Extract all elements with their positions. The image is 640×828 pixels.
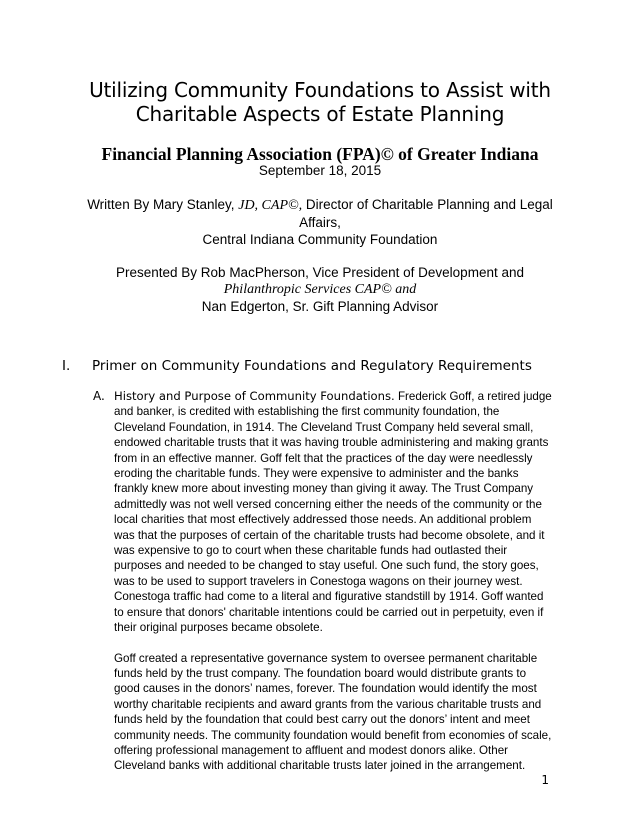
document-title [0, 78, 640, 126]
presentation-date: September 18, 2015 [258, 163, 382, 178]
subsection-paragraph-2: Goff created a representative governance system to oversee permanent charitable funds held by the trust company. The foundation board would distribute grants to good causes in the donors’ names, forever. The foundation would identify the most worthy charitable recipients and award grants from the various charitable trusts and funds held by the foundation that could best carry out the donors’ intent and meet community needs. The community foundation would benefit from economies of scale, offering professional management to affluent and modest donors alike. Other Cleveland banks with additional charitable trusts later joined in the arrangement. [114, 651, 552, 773]
page-number: 1 [541, 773, 549, 787]
presented-by-line-2: Philanthropic Services CAP© and [223, 282, 417, 297]
written-by-prefix: Written By Mary Stanley, [87, 197, 239, 212]
presented-by-block [80, 264, 560, 315]
subsection-a [93, 389, 553, 789]
section-number: I. [62, 358, 71, 374]
subsection-lead: History and Purpose of Community Foundations. [114, 389, 395, 403]
subsection-letter: A. [93, 389, 105, 403]
presented-by-line-3: Nan Edgerton, Sr. Gift Planning Advisor [201, 299, 439, 314]
written-by-org: Central Indiana Community Foundation [202, 232, 438, 247]
written-by-role: Director of Charitable Planning and Legal Affairs, [299, 197, 553, 230]
organization-heading: Financial Planning Association (FPA)© of Greater Indiana [101, 144, 539, 164]
section-heading [62, 357, 582, 375]
section-title: Primer on Community Foundations and Regulatory Requirements [92, 358, 532, 374]
title-line-2: Charitable Aspects of Estate Planning [135, 102, 505, 126]
paragraph-1-body: Frederick Goff, a retired judge and banker, is credited with establishing the first community foundation, the Cleveland Foundation, in 1914. The Cleveland Trust Company held several small, endowed charitable trusts that it was having trouble administering and making grants from in an effective manner. Goff felt that the practices of the day were needlessly eroding the charitable funds. They were expensive to administer and the banks frankly knew more about investing money than giving it away. The Trust Company admittedly was not well versed concerning either the needs of the community or the local charities that most effectively addressed those needs. An additional problem was that the purposes of certain of the charitable trusts had become obsolete, and it was expensive to go to court when these charitable funds had outlasted their purposes and needed to be changed to stay useful. One such fund, the story goes, was to be used to support travelers in Conestoga wagons on their journey west. Conestoga traffic had come to a literal and figurative standstill by 1914. Goff wanted to ensure that donors' charitable intentions could be carried out in perpetuity, even if their original purposes became obsolete. [114, 390, 552, 635]
presented-by-line-1: Presented By Rob MacPherson, Vice President of Development and [116, 265, 524, 280]
subsection-paragraph-1 [114, 389, 553, 636]
written-by-block [80, 196, 560, 248]
title-line-1: Utilizing Community Foundations to Assist with [89, 78, 551, 102]
written-by-credentials: JD, CAP©, [238, 198, 303, 213]
